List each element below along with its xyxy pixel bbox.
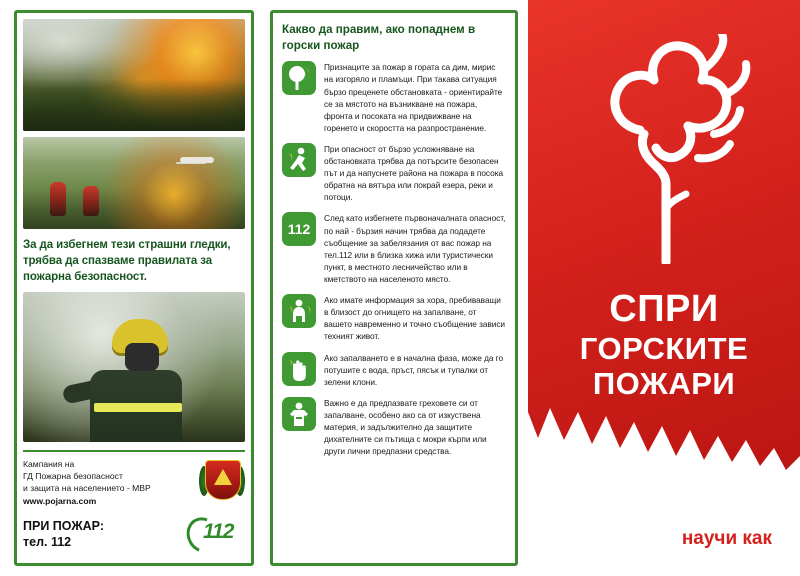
running-person-icon	[282, 143, 316, 177]
smoke-overlay	[23, 19, 156, 88]
cover-title-line-2: ГОРСКИТЕ	[579, 330, 749, 366]
extinguish-hand-icon	[282, 352, 316, 386]
emergency-112-icon	[282, 212, 316, 246]
tip-item	[282, 212, 506, 285]
cover-title	[528, 290, 800, 400]
tip-item	[282, 352, 506, 388]
campaign-line-1: Кампания на	[23, 458, 75, 469]
emergency-block	[23, 517, 245, 551]
tip-text: Ако запалването е в начална фаза, може да го потушите с вода, пръст, пясък и тупалки от зелени клони.	[324, 352, 504, 387]
tip-item	[282, 143, 506, 204]
protective-clothing-icon	[282, 397, 316, 431]
flaming-tree-icon	[574, 34, 754, 264]
tip-text: При опасност от бързо усложняване на обстановката трябва да потърсите безопасен път и да напуснете района на пожара в посока обратна на вятъра или покрай езера, реки и потоци.	[324, 143, 504, 203]
cover-panel	[528, 0, 800, 576]
campaign-website[interactable]: www.pojarna.com	[23, 495, 97, 506]
tip-text: Признаците за пожар в гората са дим, мирис на изгоряло и пламъци. При такава ситуация бързо преценете обстановката - ориентирайте се за мястото на възникване на пожара, фронта и посоката на придвижване на горенето и скоростта на разпространение.	[324, 62, 503, 133]
emergency-label: ПРИ ПОЖАР:	[23, 519, 104, 534]
tip-text: Важно е да предпазвате греховете си от запалване, особено ако са от изкуствена материя, и задължително да защитите дихателните си пътища с мокри кърпи или други лични предпазни средства.	[324, 397, 487, 457]
middle-panel	[270, 10, 518, 566]
campaign-line-2: ГД Пожарна безопасност	[23, 471, 123, 482]
person-help-icon	[282, 294, 316, 328]
tip-item	[282, 61, 506, 134]
left-caption: За да избегнем тези страшни гледки, трябва да спазваме правилата за пожарна безопасност.	[23, 239, 231, 283]
emergency-112-number: 112	[203, 520, 234, 544]
tip-text: След като избегнете първоначалната опасност, по най - бързия начин трябва да подадете съобщение за забелязания от вас пожар на тел.112 или в близка хижа или туристически пункт, в местното лесничейство или в кметството на населеното място.	[324, 213, 506, 285]
tip-item	[282, 397, 506, 458]
tip-text: Ако имате информация за хора, пребиваващи в близост до огнището на запалване, от вашето навременно и точно съобщение зависи техният живот.	[324, 295, 506, 342]
campaign-text	[23, 458, 151, 508]
firefighter-portrait-photo	[23, 292, 245, 442]
firefighters-grass-fire-photo	[23, 137, 245, 229]
svg-text:112: 112	[287, 221, 311, 238]
left-divider	[23, 450, 245, 452]
mvr-fire-safety-logo	[199, 458, 245, 502]
emergency-phone: тел. 112	[23, 535, 72, 550]
campaign-line-3: и защита на населението - МВР	[23, 483, 151, 494]
firefighter-reflective-stripe	[94, 403, 182, 412]
left-panel	[14, 10, 254, 566]
emergency-text	[23, 518, 104, 551]
tip-item	[282, 294, 506, 342]
firefighter-figure	[50, 182, 66, 216]
aircraft-icon	[180, 157, 214, 163]
cover-title-line-1: СПРИ	[609, 288, 719, 330]
emergency-112-badge	[187, 517, 245, 551]
middle-panel-title: Какво да правим, ако попаднем в горски пожар	[282, 23, 476, 52]
firefighter-face	[125, 343, 159, 371]
firefighter-figure	[83, 186, 99, 216]
forest-fire-photo	[23, 19, 245, 131]
shield-icon	[205, 460, 241, 500]
campaign-block	[23, 458, 245, 508]
cover-subtitle: научи как	[681, 528, 772, 549]
burning-tree-icon	[282, 61, 316, 95]
cover-title-line-3: ПОЖАРИ	[592, 366, 736, 402]
